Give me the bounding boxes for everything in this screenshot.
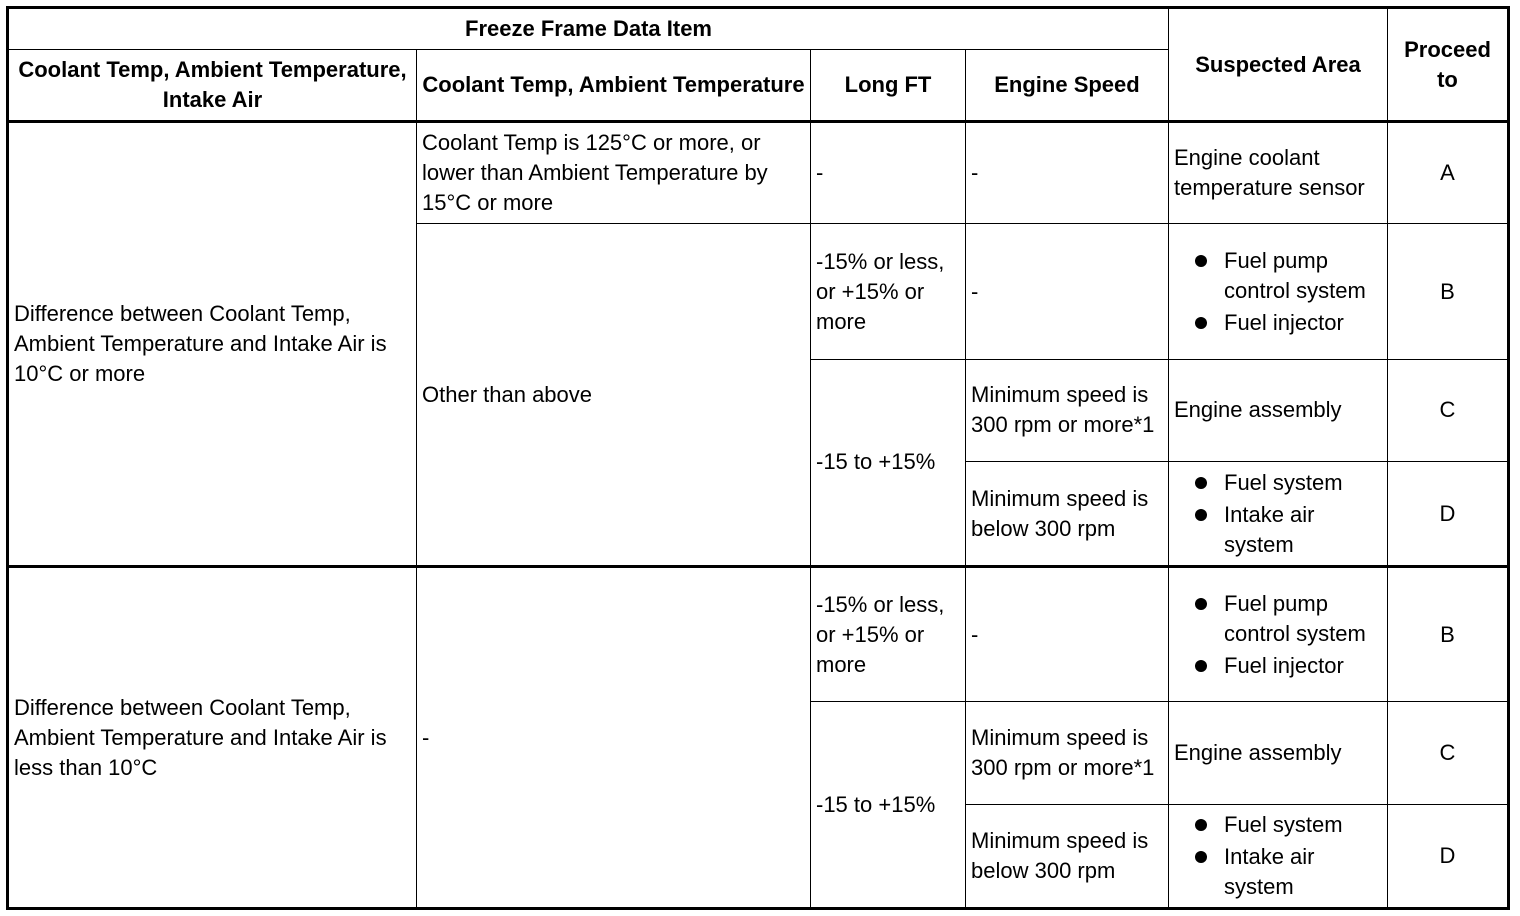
group2-rowB-long-ft: -15% or less, or +15% or more [811, 567, 966, 702]
group2-rowC-proceed: C [1388, 702, 1509, 804]
group1-rowB-long-ft: -15% or less, or +15% or more [811, 224, 966, 359]
list-item [1174, 810, 1382, 840]
list-item [1174, 308, 1382, 338]
header-freeze-frame: Freeze Frame Data Item [8, 8, 1169, 50]
list-item [1174, 589, 1382, 649]
bullet-list [1174, 246, 1382, 338]
bullet-icon [1195, 477, 1207, 489]
bullet-icon [1195, 317, 1207, 329]
group1-rowD-area [1169, 461, 1388, 566]
list-item-label: Intake air system [1224, 843, 1315, 899]
group1-condition: Difference between Coolant Temp, Ambient Temperature and Intake Air is 10°C or more [8, 122, 417, 567]
bullet-icon [1195, 598, 1207, 610]
group2-rowD-area [1169, 804, 1388, 908]
bullet-icon [1195, 509, 1207, 521]
bullet-icon [1195, 819, 1207, 831]
header-suspected-area: Suspected Area [1169, 8, 1388, 122]
group1-rowB-engine-speed: - [966, 224, 1169, 359]
bullet-list [1174, 810, 1382, 902]
bullet-list [1174, 589, 1382, 681]
list-item-label: Fuel system [1224, 811, 1343, 837]
group1-rowB-proceed: B [1388, 224, 1509, 359]
group1-rowB-area [1169, 224, 1388, 359]
header-engine-speed: Engine Speed [966, 50, 1169, 122]
header-proceed-to: Proceed to [1388, 8, 1509, 122]
group1-other-than-above: Other than above [417, 224, 811, 567]
list-item [1174, 468, 1382, 498]
list-item [1174, 500, 1382, 560]
bullet-icon [1195, 851, 1207, 863]
group2-rowD-proceed: D [1388, 804, 1509, 908]
list-item-label: Fuel system [1224, 469, 1343, 495]
group2-rowB-engine-speed: - [966, 567, 1169, 702]
list-item [1174, 842, 1382, 902]
list-item-label: Intake air system [1224, 501, 1315, 557]
list-item [1174, 651, 1382, 681]
bullet-list [1174, 468, 1382, 560]
list-item-label: Fuel pump control system [1224, 247, 1366, 303]
group2-rowC-engine-speed: Minimum speed is 300 rpm or more*1 [966, 702, 1169, 804]
group2-rowD-engine-speed: Minimum speed is below 300 rpm [966, 804, 1169, 908]
header-coolant-ambient-intake: Coolant Temp, Ambient Temperature, Intake Air [8, 50, 417, 122]
group1-long-ft-range: -15 to +15% [811, 359, 966, 566]
list-item-label: Fuel pump control system [1224, 590, 1366, 646]
group1-rowC-area: Engine assembly [1169, 359, 1388, 461]
bullet-icon [1195, 660, 1207, 672]
group1-rowD-engine-speed: Minimum speed is below 300 rpm [966, 461, 1169, 566]
list-item [1174, 246, 1382, 306]
group2-rowC-area: Engine assembly [1169, 702, 1388, 804]
group1-rowC-proceed: C [1388, 359, 1509, 461]
group1-rowA-coolant: Coolant Temp is 125°C or more, or lower than Ambient Temperature by 15°C or more [417, 122, 811, 224]
group1-rowA-engine-speed: - [966, 122, 1169, 224]
group1-rowA-area: Engine coolant temperature sensor [1169, 122, 1388, 224]
group2-rowB-area [1169, 567, 1388, 702]
group2-rowB-proceed: B [1388, 567, 1509, 702]
group2-coolant: - [417, 567, 811, 909]
group2-condition: Difference between Coolant Temp, Ambient Temperature and Intake Air is less than 10°C [8, 567, 417, 909]
bullet-icon [1195, 255, 1207, 267]
group1-rowD-proceed: D [1388, 461, 1509, 566]
header-coolant-ambient: Coolant Temp, Ambient Temperature [417, 50, 811, 122]
list-item-label: Fuel injector [1224, 652, 1344, 678]
list-item-label: Fuel injector [1224, 309, 1344, 335]
group1-rowA-long-ft: - [811, 122, 966, 224]
freeze-frame-table [6, 6, 1510, 910]
group1-rowC-engine-speed: Minimum speed is 300 rpm or more*1 [966, 359, 1169, 461]
group1-rowA-proceed: A [1388, 122, 1509, 224]
group2-long-ft-range: -15 to +15% [811, 702, 966, 909]
header-long-ft: Long FT [811, 50, 966, 122]
